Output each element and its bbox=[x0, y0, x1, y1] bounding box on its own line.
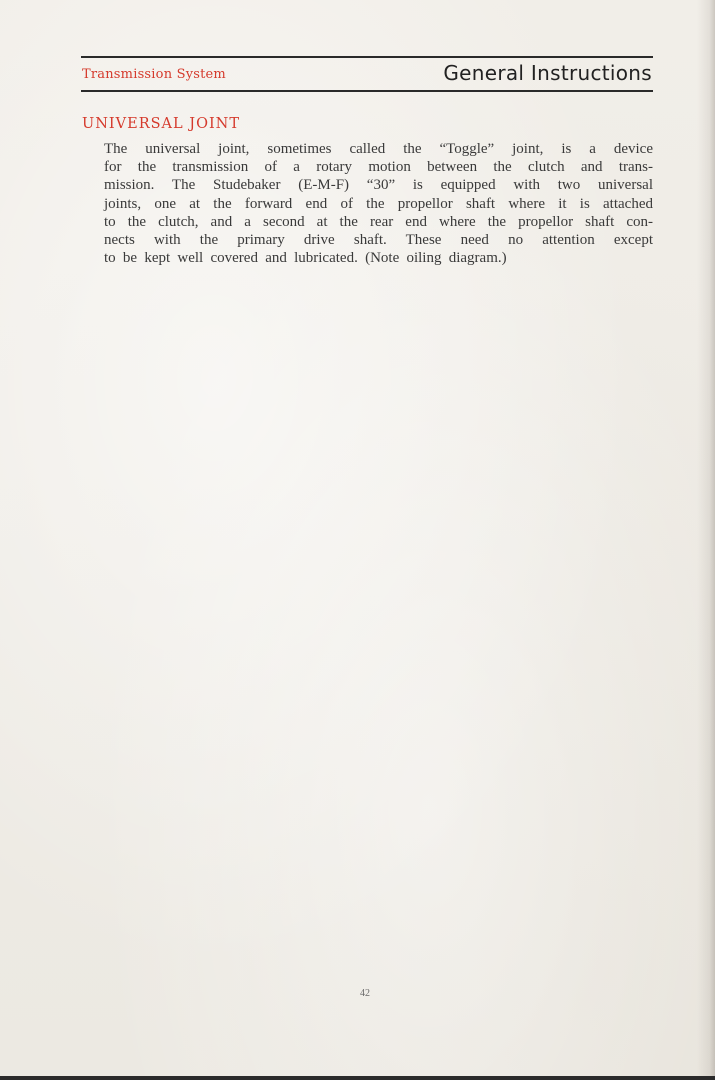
body-paragraph bbox=[104, 140, 653, 267]
page-number: 42 bbox=[360, 988, 370, 999]
paragraph-line: to be kept well covered and lubricated. (Note oiling diagram.) bbox=[104, 250, 507, 267]
page-header-title: General Instructions bbox=[443, 61, 652, 85]
paragraph-line: The universal joint, sometimes called the “Toggle” joint, is a device bbox=[104, 141, 653, 157]
page-gutter-shadow bbox=[697, 0, 715, 1080]
header-top-rule bbox=[81, 56, 653, 58]
paragraph-line: to the clutch, and a second at the rear end where the propellor shaft con- bbox=[104, 213, 653, 230]
paragraph-line: nects with the primary drive shaft. These need no attention except bbox=[104, 232, 653, 249]
page-bottom-edge bbox=[0, 1076, 715, 1080]
section-label: Transmission System bbox=[82, 67, 226, 82]
section-heading: UNIVERSAL JOINT bbox=[82, 116, 241, 132]
header-bottom-rule bbox=[81, 90, 653, 92]
paragraph-line: joints, one at the forward end of the propellor shaft where it is attached bbox=[104, 195, 653, 212]
paragraph-line: mission. The Studebaker (E-M-F) “30” is equipped with two universal bbox=[104, 177, 653, 194]
paragraph-line: for the transmission of a rotary motion between the clutch and trans- bbox=[104, 159, 653, 176]
